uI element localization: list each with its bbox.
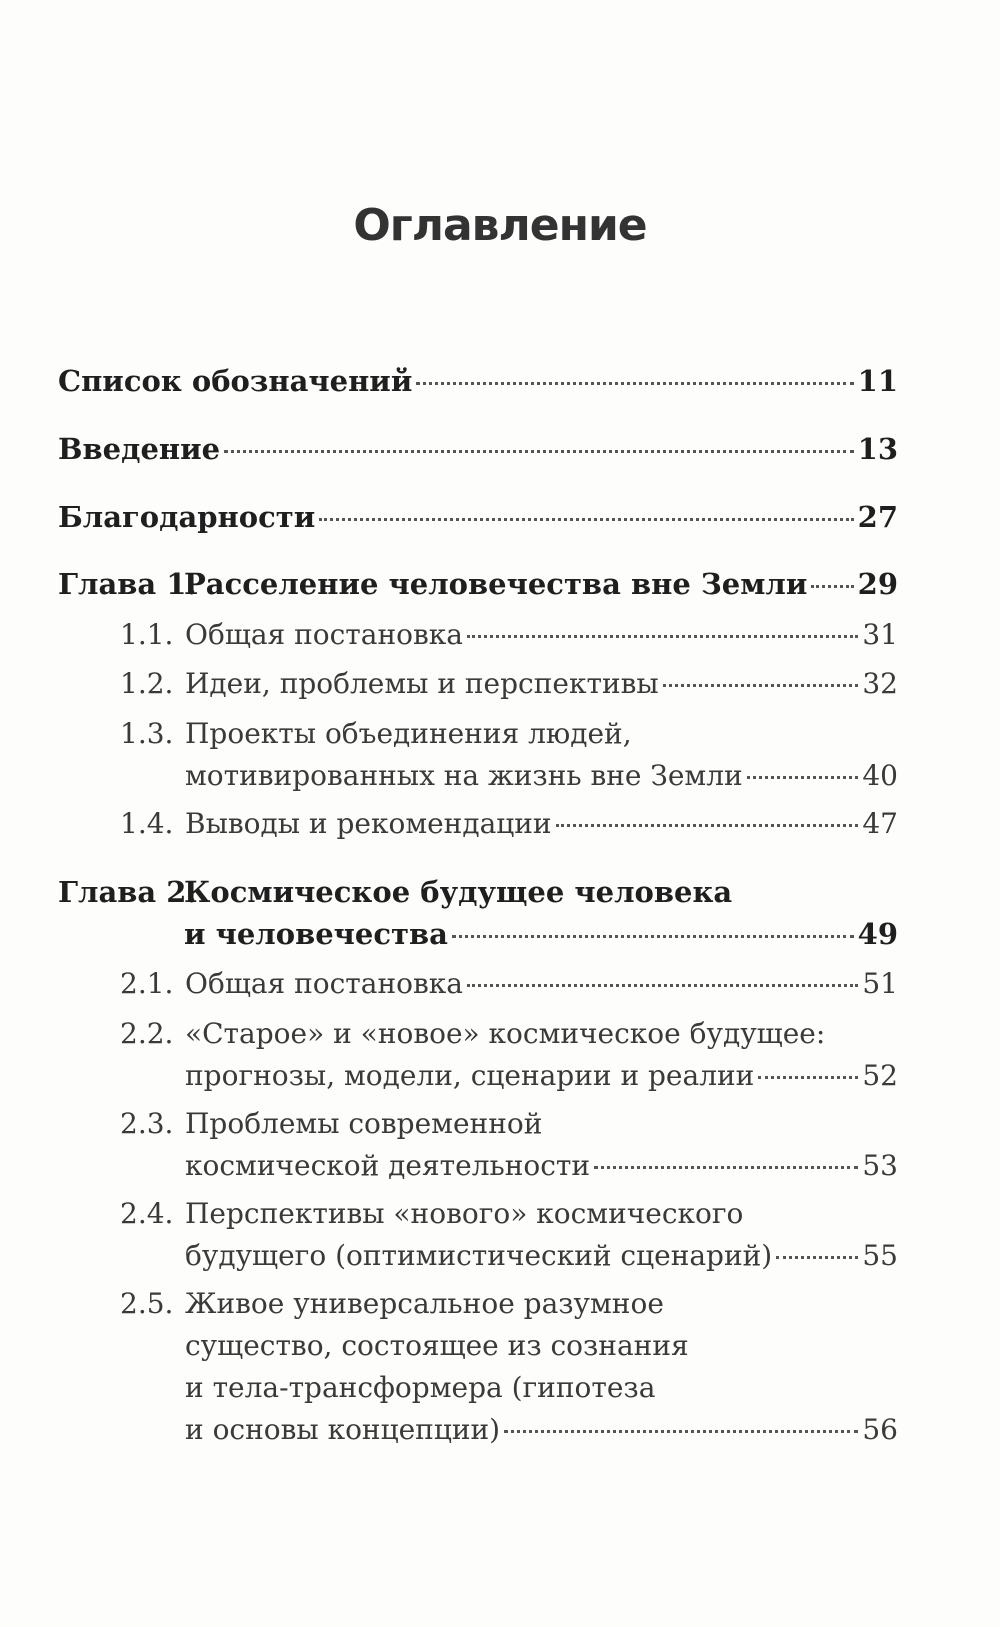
toc-entry-acknowledgements[interactable] — [58, 496, 898, 538]
toc-entry-label-line-2: существо, состоящее из сознания — [185, 1329, 689, 1362]
leader-dots — [663, 683, 859, 687]
toc-entry-label-line-2: прогнозы, модели, сценарии и реалии — [185, 1059, 755, 1092]
toc-entry-page: 32 — [862, 667, 898, 700]
toc-entry-page: 29 — [857, 567, 898, 601]
toc-entry-1-4[interactable] — [120, 803, 898, 845]
section-number: 2.4. — [120, 1197, 174, 1230]
toc-entry-1-3[interactable] — [120, 713, 898, 797]
leader-dots — [452, 934, 854, 938]
toc-entry-page: 47 — [862, 807, 898, 840]
toc-entry-label: Выводы и рекомендации — [185, 807, 552, 840]
section-number: 2.1. — [120, 967, 174, 1000]
toc-entry-label-line-1: Космическое будущее человека — [184, 875, 733, 909]
leader-dots — [747, 775, 859, 779]
toc-entry-page: 53 — [862, 1149, 898, 1182]
section-number: 2.5. — [120, 1287, 174, 1320]
toc-entry-label-line-2: будущего (оптимистический сценарий) — [185, 1239, 773, 1272]
toc-entry-page: 51 — [862, 967, 898, 1000]
toc-entry-2-5[interactable] — [120, 1283, 898, 1451]
chapter-number: Глава 1. — [58, 567, 197, 601]
toc-entry-notation[interactable] — [58, 360, 898, 402]
toc-entry-label: Введение — [58, 432, 221, 466]
toc-entry-2-3[interactable] — [120, 1103, 898, 1187]
toc-entry-page: 52 — [862, 1059, 898, 1092]
toc-entry-page: 11 — [857, 364, 898, 398]
section-number: 1.2. — [120, 667, 174, 700]
toc-entry-chapter-2[interactable] — [58, 871, 898, 955]
toc-entry-2-2[interactable] — [120, 1013, 898, 1097]
leader-dots — [758, 1075, 858, 1079]
toc-entry-label-line-4: и основы концепции) — [185, 1413, 501, 1446]
toc-entry-page: 13 — [857, 432, 898, 466]
chapter-number: Глава 2. — [58, 875, 197, 909]
toc-entry-label: Общая постановка — [185, 618, 463, 651]
toc-entry-introduction[interactable] — [58, 428, 898, 470]
toc-entry-label-line-3: и тела-трансформера (гипотеза — [185, 1371, 656, 1404]
toc-entry-label: Список обозначений — [58, 364, 413, 398]
toc-entry-label-line-1: Проекты объединения людей, — [185, 717, 632, 750]
toc-entry-label-line-1: Проблемы современной — [185, 1107, 543, 1140]
leader-dots — [811, 584, 853, 588]
leader-dots — [319, 517, 853, 521]
section-number: 1.4. — [120, 807, 174, 840]
toc-entry-page: 31 — [862, 618, 898, 651]
toc-entry-2-1[interactable] — [120, 963, 898, 1005]
toc-entry-label-line-2: мотивированных на жизнь вне Земли — [185, 759, 743, 792]
toc-entry-2-4[interactable] — [120, 1193, 898, 1277]
toc-entry-label: Расселение человечества вне Земли — [184, 567, 808, 601]
section-number: 2.3. — [120, 1107, 174, 1140]
leader-dots — [467, 983, 858, 987]
leader-dots — [556, 823, 859, 827]
leader-dots — [504, 1429, 858, 1433]
toc-entry-label-line-1: Живое универсальное разумное — [185, 1287, 664, 1320]
section-number: 1.1. — [120, 618, 174, 651]
leader-dots — [416, 381, 853, 385]
leader-dots — [594, 1165, 858, 1169]
leader-dots — [467, 634, 858, 638]
toc-entry-label: Благодарности — [58, 500, 316, 534]
toc-entry-label: Идеи, проблемы и перспективы — [185, 667, 659, 700]
section-number: 1.3. — [120, 717, 174, 750]
leader-dots — [224, 449, 854, 453]
toc-entry-1-2[interactable] — [120, 663, 898, 705]
leader-dots — [776, 1255, 858, 1259]
toc-entry-page: 27 — [857, 500, 898, 534]
section-number: 2.2. — [120, 1017, 174, 1050]
toc-entry-1-1[interactable] — [120, 614, 898, 656]
toc-entry-chapter-1[interactable] — [58, 563, 898, 605]
toc-entry-page: 56 — [862, 1413, 898, 1446]
toc-entry-label-line-2: и человечества — [184, 917, 448, 951]
toc-entry-page: 49 — [857, 917, 898, 951]
toc-entry-page: 55 — [862, 1239, 898, 1272]
toc-entry-label: Общая постановка — [185, 967, 463, 1000]
toc-entry-page: 40 — [862, 759, 898, 792]
toc-entry-label-line-1: Перспективы «нового» космического — [185, 1197, 744, 1230]
toc-entry-label-line-2: космической деятельности — [185, 1149, 591, 1182]
toc-entry-label-line-1: «Старое» и «новое» космическое будущее: — [185, 1017, 826, 1050]
page-title: Оглавление — [353, 200, 647, 251]
